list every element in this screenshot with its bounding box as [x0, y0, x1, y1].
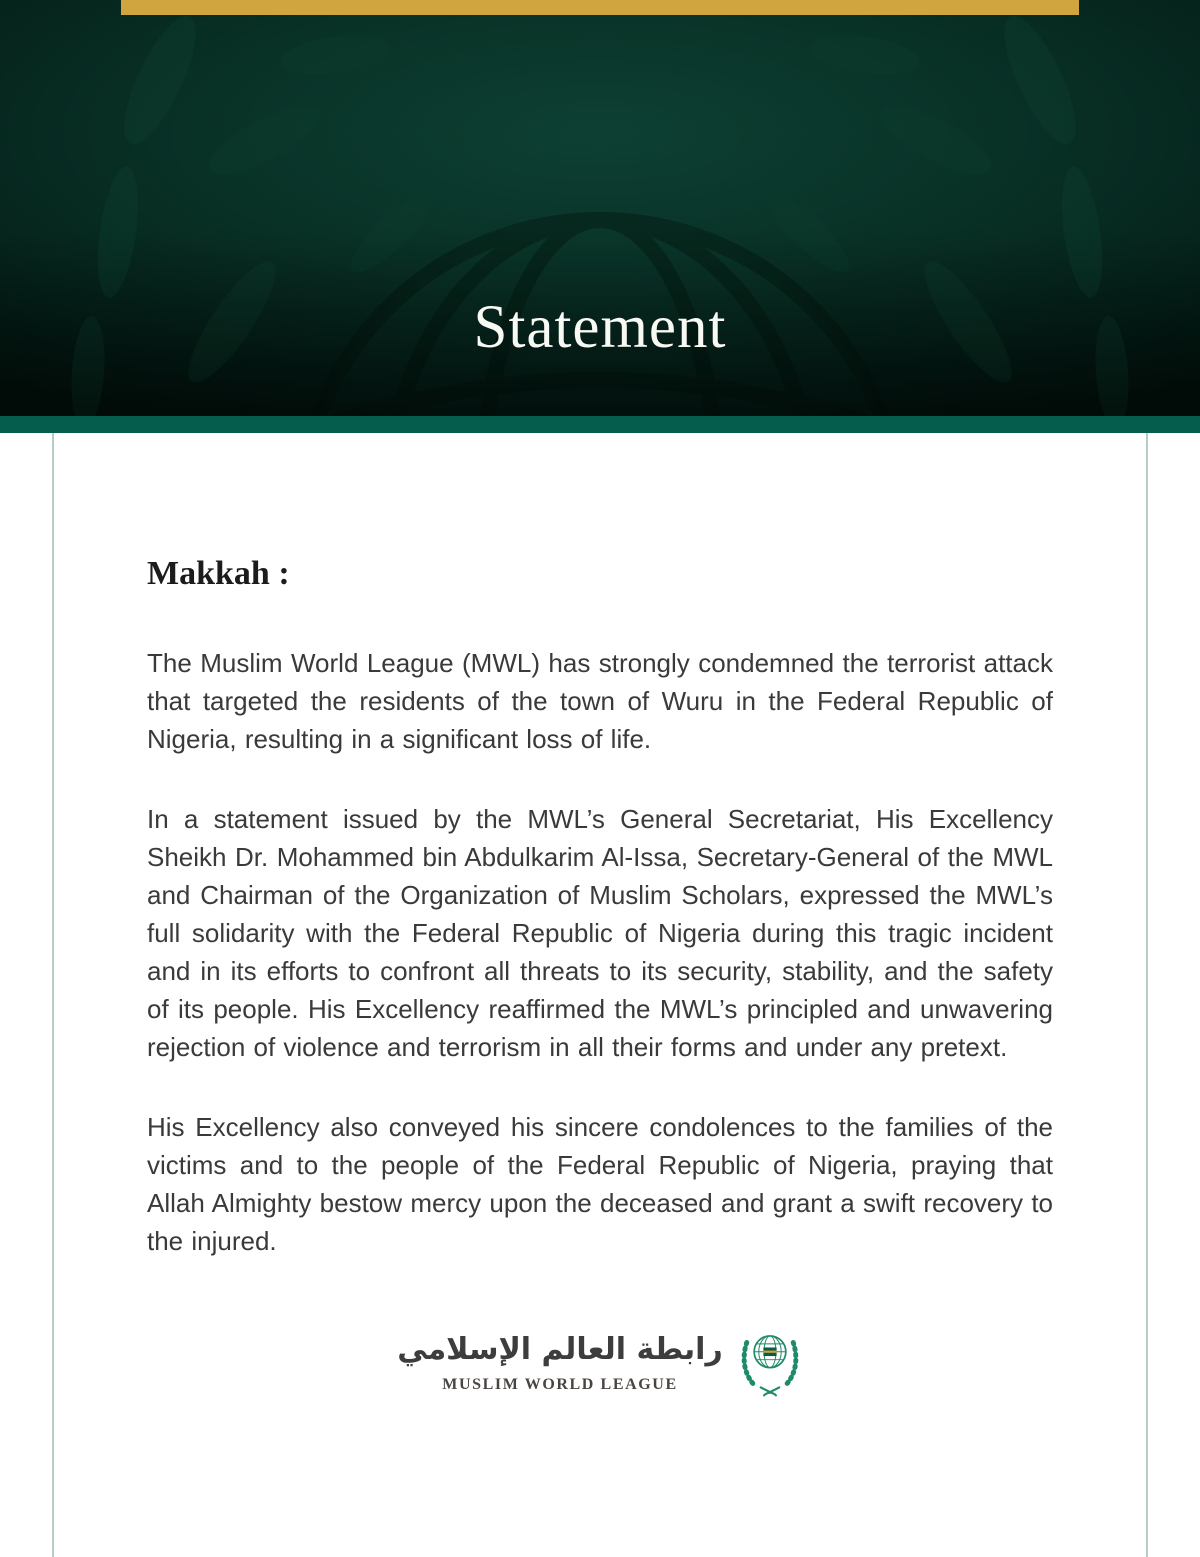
left-vertical-rule	[52, 433, 54, 1557]
dateline: Makkah :	[147, 555, 290, 592]
header-banner	[0, 0, 1200, 416]
teal-divider-strip	[0, 416, 1200, 433]
statement-body	[0, 433, 1200, 1557]
right-vertical-rule	[1146, 433, 1148, 1557]
page-title: Statement	[473, 294, 727, 361]
statement-paragraph-3: His Excellency also conveyed his sincere condolences to the families of the victims and to the people of the Federal Republic of Nigeria, praying that Allah Almighty bestow mercy upon the deceased and grant a swift recovery to the injured.	[147, 1112, 1053, 1256]
gold-accent-bar	[121, 0, 1079, 15]
mwl-latin-wordmark: MUSLIM WORLD LEAGUE	[442, 1376, 678, 1394]
statement-paragraph-1: The Muslim World League (MWL) has strongly condemned the terrorist attack that targeted the residents of the town of Wuru in the Federal Republic of Nigeria, resulting in a significant loss of life.	[147, 648, 1053, 754]
mwl-logo	[0, 1324, 1200, 1400]
statement-text	[147, 433, 1053, 1260]
statement-paragraph-2: In a statement issued by the MWL’s General Secretariat, His Excellency Sheikh Dr. Mohammed bin Abdulkarim Al-Issa, Secretary-General of the MWL and Chairman of the Organization of Muslim Scholars, expressed the MWL’s full solidarity with the Federal Republic of Nigeria during this tragic incident and in its efforts to confront all threats to its security, stability, and the safety of its people. His Excellency reaffirmed the MWL’s principled and unwavering rejection of violence and terrorism in all their forms and under any pretext.	[147, 804, 1053, 1062]
mwl-emblem-icon	[737, 1324, 803, 1400]
mwl-wordmark-block	[397, 1330, 723, 1395]
mwl-arabic-wordmark: رابطة العالم الإسلامي	[397, 1331, 723, 1367]
